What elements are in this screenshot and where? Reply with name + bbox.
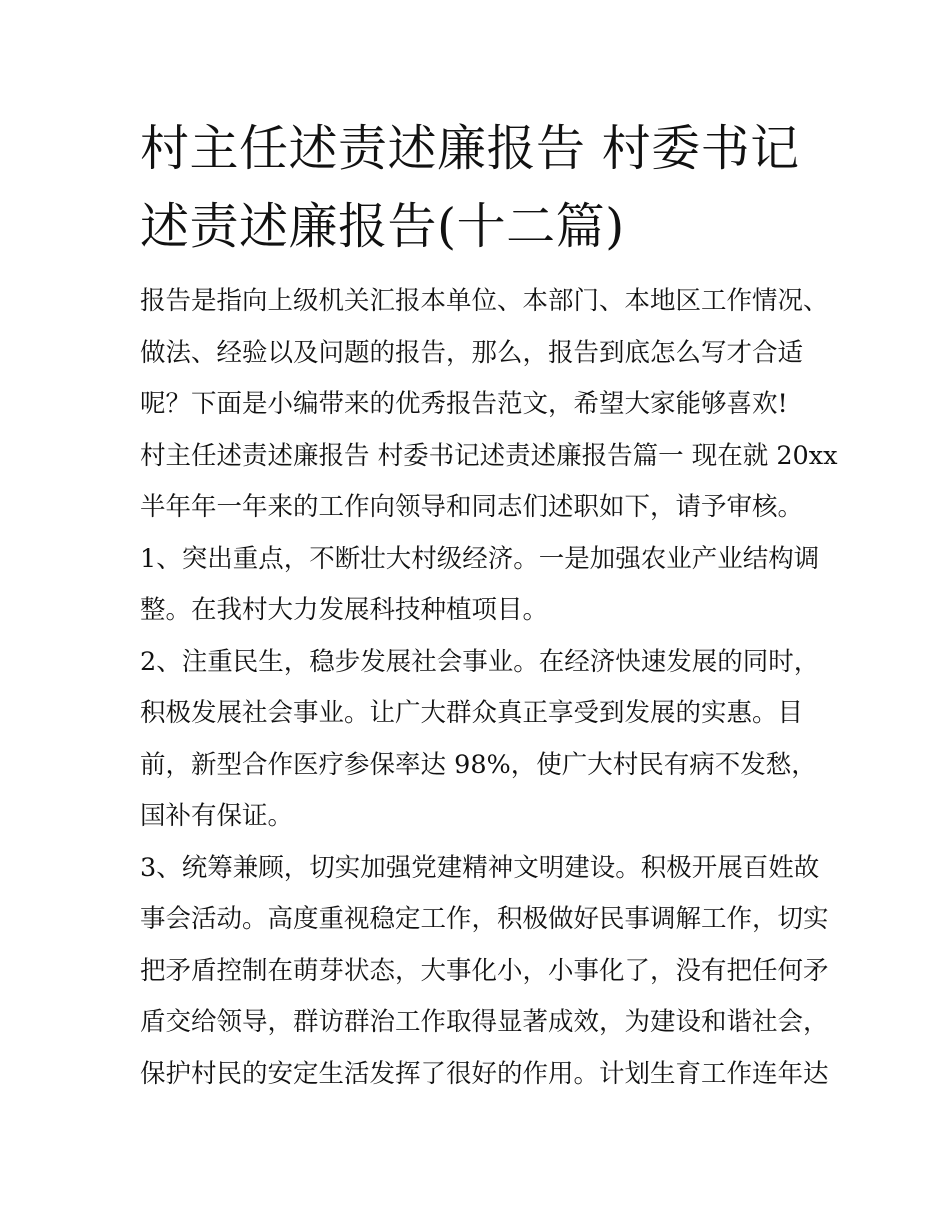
body-line-15: 盾交给领导，群访群治工作取得显著成效，为建设和谐社会，: [140, 1007, 829, 1037]
title-line-2: 述责述廉报告(十二篇): [140, 198, 625, 255]
body-line-6: 1、突出重点，不断壮大村级经济。一是加强农业产业结构调: [140, 543, 820, 574]
body-line-5: 半年年一年来的工作向领导和同志们述职如下，请予审核。: [140, 492, 804, 522]
body-line-8: 2、注重民生，稳步发展社会事业。在经济快速发展的同时，: [140, 646, 820, 677]
body-line-14: 把矛盾控制在萌芽状态，大事化小，小事化了，没有把任何矛: [140, 955, 829, 986]
document-body: [140, 276, 838, 1100]
body-line-11: 国补有保证。: [140, 801, 294, 831]
body-line-2: 做法、经验以及问题的报告，那么，报告到底怎么写才合适: [140, 337, 804, 368]
body-line-7: 整。在我村大力发展科技种植项目。: [140, 595, 549, 625]
body-line-9: 积极发展社会事业。让广大群众真正享受到发展的实惠。目: [140, 698, 804, 728]
body-line-16: 保护村民的安定生活发挥了很好的作用。计划生育工作连年达: [140, 1058, 829, 1089]
body-line-10: 前，新型合作医疗参保率达 98%，使广大村民有病不发愁，: [140, 749, 817, 780]
body-line-4: 村主任述责述廉报告 村委书记述责述廉报告篇一 现在就 20xx: [140, 440, 838, 471]
document-title: [140, 110, 830, 266]
body-line-1: 报告是指向上级机关汇报本单位、本部门、本地区工作情况、: [140, 286, 829, 316]
body-line-3: 呢？下面是小编带来的优秀报告范文，希望大家能够喜欢!: [140, 389, 788, 419]
body-line-13: 事会活动。高度重视稳定工作，积极做好民事调解工作，切实: [140, 904, 829, 934]
title-line-1: 村主任述责述廉报告 村委书记: [140, 120, 800, 177]
body-line-12: 3、统筹兼顾，切实加强党建精神文明建设。积极开展百姓故: [140, 852, 820, 883]
